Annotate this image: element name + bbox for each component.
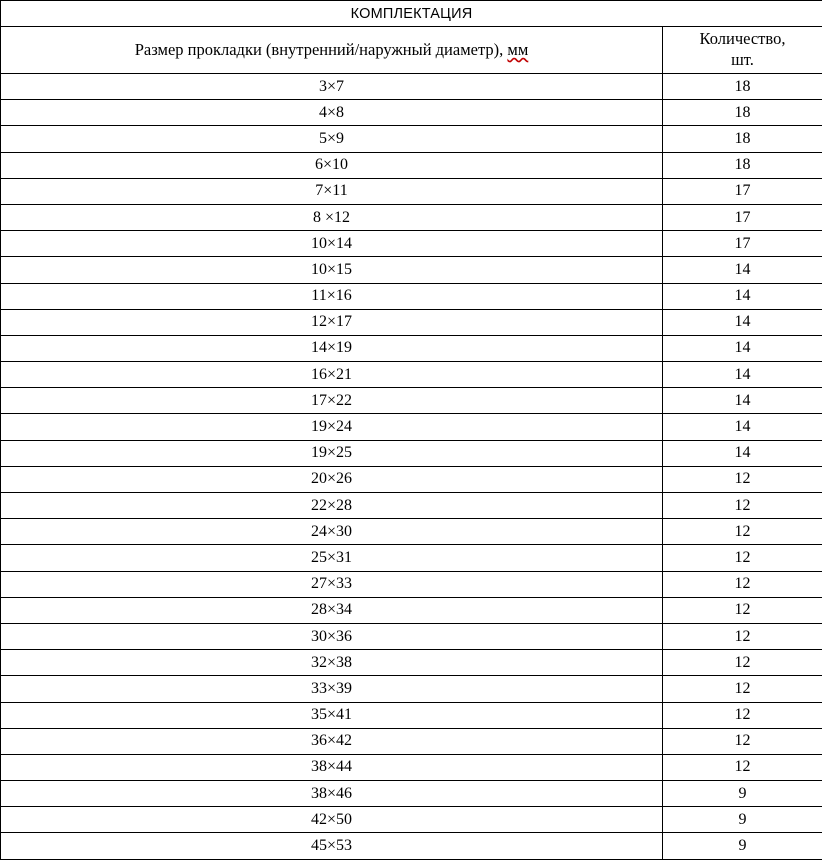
cell-size: 11×16 bbox=[1, 283, 663, 309]
cell-quantity: 12 bbox=[663, 702, 822, 728]
cell-quantity: 12 bbox=[663, 466, 822, 492]
table-row bbox=[1, 388, 822, 414]
cell-size: 17×22 bbox=[1, 388, 663, 414]
table-row bbox=[1, 126, 822, 152]
cell-quantity: 18 bbox=[663, 126, 822, 152]
table-row bbox=[1, 807, 822, 833]
cell-size: 42×50 bbox=[1, 807, 663, 833]
table-row bbox=[1, 204, 822, 230]
table-row bbox=[1, 597, 822, 623]
cell-quantity: 14 bbox=[663, 335, 822, 361]
table-row bbox=[1, 545, 822, 571]
table-row bbox=[1, 440, 822, 466]
cell-quantity: 14 bbox=[663, 309, 822, 335]
cell-size: 30×36 bbox=[1, 623, 663, 649]
cell-quantity: 9 bbox=[663, 833, 822, 859]
cell-size: 4×8 bbox=[1, 100, 663, 126]
cell-size: 5×9 bbox=[1, 126, 663, 152]
cell-quantity: 18 bbox=[663, 152, 822, 178]
cell-quantity: 9 bbox=[663, 807, 822, 833]
cell-size: 32×38 bbox=[1, 650, 663, 676]
cell-size: 3×7 bbox=[1, 74, 663, 100]
column-header-quantity-line2: шт. bbox=[663, 50, 822, 71]
cell-size: 14×19 bbox=[1, 335, 663, 361]
cell-quantity: 17 bbox=[663, 178, 822, 204]
column-header-size bbox=[1, 27, 663, 74]
cell-size: 28×34 bbox=[1, 597, 663, 623]
cell-size: 12×17 bbox=[1, 309, 663, 335]
cell-quantity: 18 bbox=[663, 100, 822, 126]
table-row bbox=[1, 414, 822, 440]
table-row bbox=[1, 74, 822, 100]
cell-quantity: 12 bbox=[663, 650, 822, 676]
cell-quantity: 14 bbox=[663, 283, 822, 309]
table-row bbox=[1, 833, 822, 859]
table-row bbox=[1, 728, 822, 754]
cell-quantity: 17 bbox=[663, 231, 822, 257]
cell-size: 6×10 bbox=[1, 152, 663, 178]
cell-size: 22×28 bbox=[1, 493, 663, 519]
table-row bbox=[1, 623, 822, 649]
cell-size: 38×44 bbox=[1, 754, 663, 780]
table-row bbox=[1, 519, 822, 545]
cell-size: 16×21 bbox=[1, 362, 663, 388]
cell-quantity: 14 bbox=[663, 388, 822, 414]
cell-quantity: 12 bbox=[663, 519, 822, 545]
table-row bbox=[1, 754, 822, 780]
table-body bbox=[1, 1, 822, 860]
cell-size: 10×14 bbox=[1, 231, 663, 257]
table-row bbox=[1, 362, 822, 388]
cell-quantity: 14 bbox=[663, 440, 822, 466]
table-row bbox=[1, 702, 822, 728]
cell-quantity: 12 bbox=[663, 493, 822, 519]
table-row bbox=[1, 650, 822, 676]
cell-quantity: 12 bbox=[663, 754, 822, 780]
cell-size: 27×33 bbox=[1, 571, 663, 597]
cell-quantity: 14 bbox=[663, 362, 822, 388]
cell-quantity: 14 bbox=[663, 414, 822, 440]
table-row bbox=[1, 178, 822, 204]
cell-size: 7×11 bbox=[1, 178, 663, 204]
table-row bbox=[1, 152, 822, 178]
table-header-row bbox=[1, 27, 822, 74]
table-row bbox=[1, 335, 822, 361]
table-row bbox=[1, 100, 822, 126]
cell-size: 10×15 bbox=[1, 257, 663, 283]
cell-size: 45×53 bbox=[1, 833, 663, 859]
cell-size: 19×24 bbox=[1, 414, 663, 440]
cell-quantity: 12 bbox=[663, 545, 822, 571]
column-header-size-text: Размер прокладки (внутренний/наружный диаметр), bbox=[135, 40, 504, 59]
cell-quantity: 12 bbox=[663, 597, 822, 623]
cell-size: 36×42 bbox=[1, 728, 663, 754]
column-header-quantity-line1: Количество, bbox=[700, 29, 786, 48]
cell-quantity: 12 bbox=[663, 571, 822, 597]
cell-quantity: 18 bbox=[663, 74, 822, 100]
table-row bbox=[1, 466, 822, 492]
cell-size: 8 ×12 bbox=[1, 204, 663, 230]
table-row bbox=[1, 571, 822, 597]
cell-quantity: 14 bbox=[663, 257, 822, 283]
cell-size: 33×39 bbox=[1, 676, 663, 702]
table-row bbox=[1, 676, 822, 702]
table-title-row bbox=[1, 1, 822, 27]
table-row bbox=[1, 781, 822, 807]
cell-size: 20×26 bbox=[1, 466, 663, 492]
table-row bbox=[1, 493, 822, 519]
cell-quantity: 12 bbox=[663, 623, 822, 649]
cell-size: 19×25 bbox=[1, 440, 663, 466]
column-header-quantity bbox=[663, 27, 822, 74]
cell-size: 35×41 bbox=[1, 702, 663, 728]
table-row bbox=[1, 231, 822, 257]
cell-quantity: 12 bbox=[663, 676, 822, 702]
table-row bbox=[1, 309, 822, 335]
cell-quantity: 17 bbox=[663, 204, 822, 230]
table-row bbox=[1, 283, 822, 309]
cell-size: 24×30 bbox=[1, 519, 663, 545]
table-title: КОМПЛЕКТАЦИЯ bbox=[1, 1, 822, 27]
cell-size: 38×46 bbox=[1, 781, 663, 807]
cell-size: 25×31 bbox=[1, 545, 663, 571]
cell-quantity: 12 bbox=[663, 728, 822, 754]
cell-quantity: 9 bbox=[663, 781, 822, 807]
table-row bbox=[1, 257, 822, 283]
column-header-size-misspelled: мм bbox=[507, 40, 528, 59]
